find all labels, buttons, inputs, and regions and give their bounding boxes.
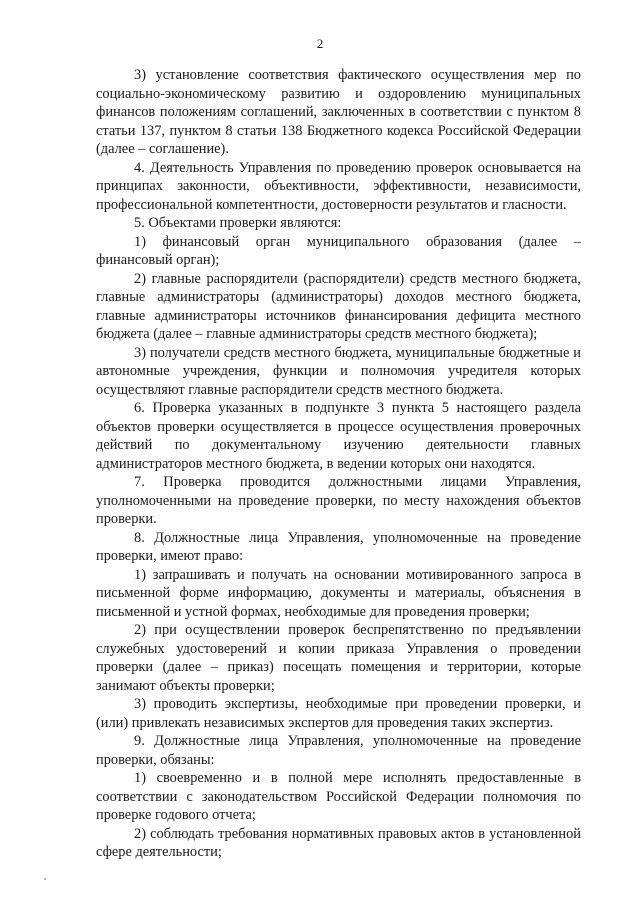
paragraph: 3) установление соответствия фактического осуществления мер по социально-экономическому развитию и оздоровлению муниципальных финансов положениям соглашений, заключенных в соответствии с пунктом 8 статьи 137, пунктом 8 статьи 138 Бюджетного кодекса Российской Федерации (далее – соглашение).: [96, 67, 581, 157]
paragraph: 4. Деятельность Управления по проведению проверок основывается на принципах законности, объективности, эффективности, независимости, профессиональной компетентности, достоверности результатов и гласности.: [96, 159, 581, 213]
paragraph: 9. Должностные лица Управления, уполномоченные на проведение проверки, обязаны:: [96, 733, 581, 768]
paragraph: 3) проводить экспертизы, необходимые при проведении проверки, и (или) привлекать независимых экспертов для проведения таких экспертиз.: [96, 696, 581, 731]
paragraph: 8. Должностные лица Управления, уполномоченные на проведение проверки, имеют право:: [96, 529, 581, 564]
paragraph: 1) своевременно и в полной мере исполнять предоставленные в соответствии с законодательством Российской Федерации полномочия по проверке годового отчета;: [96, 770, 581, 823]
paragraph: 6. Проверка указанных в подпункте 3 пункта 5 настоящего раздела объектов проверки осуществляется в процессе осуществления проверочных действий по документальному изучению деятельности главных администраторов местного бюджета, в ведении которых они находятся.: [96, 400, 581, 472]
paragraph: 1) финансовый орган муниципального образования (далее – финансовый орган);: [96, 233, 581, 268]
page-number: 2: [316, 36, 324, 51]
document-body: [96, 66, 581, 862]
paragraph: 2) соблюдать требования нормативных правовых актов в установленной сфере деятельности;: [96, 825, 581, 860]
paragraph: 1) запрашивать и получать на основании мотивированного запроса в письменной форме информацию, документы и материалы, объяснения в письменной и устной формах, необходимые для проведения проверки;: [96, 566, 581, 620]
scan-artifact: [44, 878, 46, 880]
paragraph: 7. Проверка проводится должностными лицами Управления, уполномоченными на проведение проверки, по месту нахождения объектов проверки.: [96, 474, 581, 527]
paragraph: 2) при осуществлении проверок беспрепятственно по предъявлении служебных удостоверений и копии приказа Управления о проведении проверки (далее – приказ) посещать помещения и территории, которые занимают объекты проверки;: [96, 622, 581, 694]
paragraph: 3) получатели средств местного бюджета, муниципальные бюджетные и автономные учреждения, функции и полномочия учредителя которых осуществляют главные распорядители средств местного бюджета.: [96, 344, 581, 398]
paragraph: 5. Объектами проверки являются:: [134, 215, 342, 231]
paragraph: 2) главные распорядители (распорядители) средств местного бюджета, главные администраторы (администраторы) доходов местного бюджета, главные администраторы источников финансирования дефицита местного бюджета (далее – главные администраторы средств местного бюджета);: [96, 270, 581, 342]
